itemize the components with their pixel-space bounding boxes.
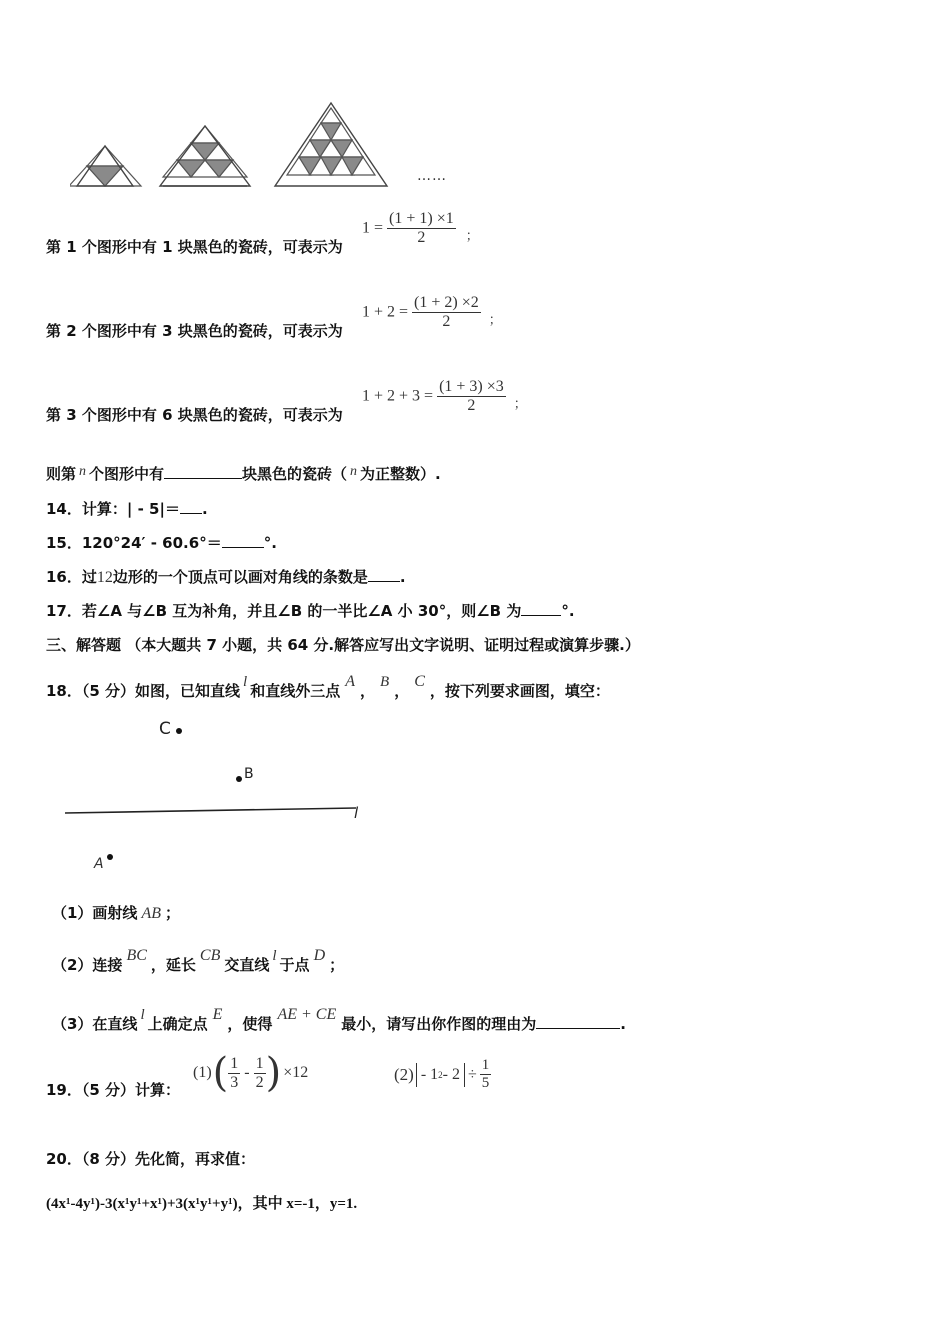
label-a: A <box>94 856 104 872</box>
q18-figure <box>60 712 380 877</box>
answer-blank[interactable] <box>180 513 202 514</box>
question-15: 15．120°24′ - 60.6°＝ °. <box>46 534 277 552</box>
question-18: 18．（5 分）如图，已知直线 l 和直线外三点A， B ，C，按下列要求画图，填空： <box>46 673 610 700</box>
figure-1 <box>70 146 141 186</box>
pattern-formula-2: 1 + 2 = $\frac{(1 + 2) \times 2}{2}$ $_;$ <box>362 294 502 330</box>
label-l: l <box>354 804 359 822</box>
question-18-part-2: （2）连接BC，延长CB交直线 l 于点D； <box>52 947 345 974</box>
pattern-formula-3: 1 + 2 + 3 = $\frac{(1 + 3) \times 3}{2}$ $_;$ <box>362 378 527 414</box>
question-17: 17．若∠A 与∠B 互为补角，并且∠B 的一半比∠A 小 30°，则∠B 为 °. <box>46 602 575 620</box>
point-c <box>176 728 182 734</box>
point-a <box>107 854 113 860</box>
answer-blank[interactable] <box>222 547 264 548</box>
question-20-expression: (4x¹-4y¹)-3(x¹y¹+x¹)+3(x¹y¹+y¹)，其中 x=-1，y=1. <box>46 1196 358 1212</box>
question-18-part-1: （1）画射线 AB ； <box>52 904 181 922</box>
pattern-formula-1: 1 = $\frac{(1 + 1) \times 1}{2}$ $_;$ <box>362 210 479 246</box>
figure-3 <box>275 103 387 186</box>
answer-blank[interactable] <box>368 581 400 582</box>
question-18-part-3: （3）在直线 l 上确定点E，使得AE + CE最小，请写出你作图的理由为 . <box>52 1006 626 1033</box>
pattern-conclusion: 则第 n 个图形中有 块黑色的瓷砖（ n 为正整数）. <box>46 464 441 483</box>
figure-2 <box>160 126 250 186</box>
section-3-heading: 三、解答题 （本大题共 7 小题，共 64 分.解答应写出文字说明、证明过程或演算步骤.） <box>46 636 640 654</box>
point-b <box>236 776 242 782</box>
pattern-line-3: 第 3 个图形中有 6 块黑色的瓷砖，可表示为 <box>46 406 343 424</box>
pattern-line-2: 第 2 个图形中有 3 块黑色的瓷砖，可表示为 <box>46 322 343 340</box>
figures-ellipsis: …… <box>417 168 447 184</box>
question-19-label: 19．（5 分）计算： <box>46 1081 181 1099</box>
answer-blank[interactable] <box>164 478 242 479</box>
question-16: 16．过12边形的一个顶点可以画对角线的条数是 . <box>46 568 406 586</box>
pattern-line-1: 第 1 个图形中有 1 块黑色的瓷砖，可表示为 <box>46 238 343 256</box>
question-14: 14．计算：| - 5|＝ . <box>46 500 208 518</box>
question-19-part-2: (2) - 1 2 - 2 ÷ $\frac{1}{5}$ <box>394 1057 490 1091</box>
line-l <box>65 808 356 813</box>
answer-blank[interactable] <box>536 1028 620 1029</box>
question-20-label: 20．（8 分）先化简，再求值： <box>46 1150 256 1168</box>
answer-blank[interactable] <box>521 615 561 616</box>
label-b: B <box>244 766 254 782</box>
label-c: C <box>159 719 171 739</box>
question-19-part-1: (1) ( $\frac{1}{3}$ - $\frac{1}{2}$ ) ×12 <box>193 1050 309 1096</box>
